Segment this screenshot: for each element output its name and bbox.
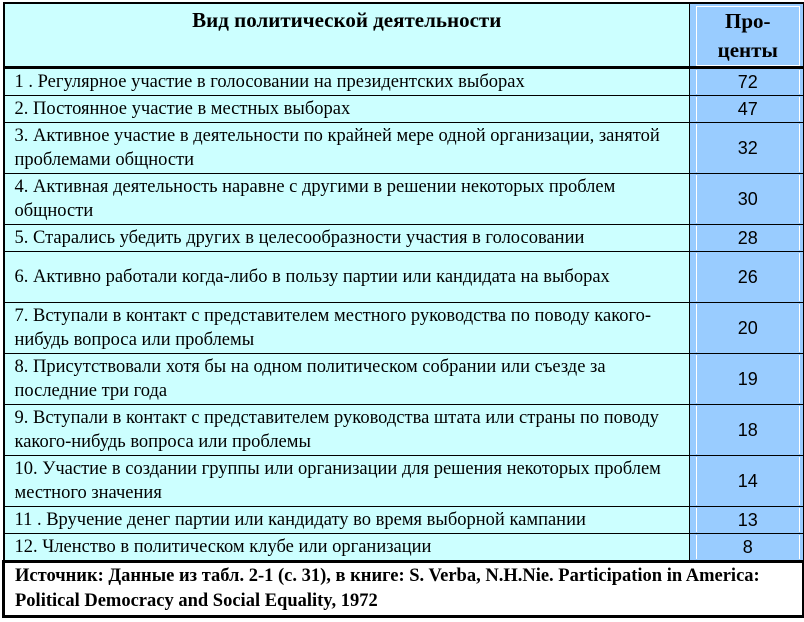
row-percent <box>690 225 804 252</box>
table-header-row <box>4 3 804 68</box>
source-note: Источник: Данные из табл. 2-1 (с. 31), в книге: S. Verba, N.H.Nie. Participation in America: Political Democracy and Social Equality, 1972 <box>4 562 804 617</box>
row-activity: 2. Постоянное участие в местных выборах <box>4 96 690 123</box>
row-activity: 4. Активная деятельность наравне с другими в решении некоторых проблем общности <box>4 174 690 225</box>
row-percent-value: 13 <box>696 508 800 532</box>
row-percent-value: 30 <box>696 175 800 223</box>
row-activity: 8. Присутствовали хотя бы на одном политическом собрании или съезде за последние три года <box>4 354 690 405</box>
row-percent-value: 20 <box>696 304 800 352</box>
row-percent <box>690 123 804 174</box>
header-percent-line1: Про- <box>724 9 771 33</box>
row-activity: 3. Активное участие в деятельности по крайней мере одной организации, занятой проблемами общности <box>4 123 690 174</box>
activity-table <box>2 2 804 618</box>
row-percent <box>690 534 804 562</box>
row-percent <box>690 252 804 303</box>
row-percent <box>690 68 804 96</box>
row-percent <box>690 507 804 534</box>
row-percent-value: 8 <box>696 535 800 559</box>
table-row <box>4 174 804 225</box>
row-percent-value: 32 <box>696 124 800 172</box>
row-percent <box>690 456 804 507</box>
table-row <box>4 303 804 354</box>
table-row <box>4 68 804 96</box>
header-activity: Вид политической деятельности <box>4 3 690 68</box>
header-percent-line2: центы <box>717 38 778 62</box>
header-percent <box>690 3 804 68</box>
row-activity: 7. Вступали в контакт с представителем местного руководства по поводу какого-нибудь вопроса или проблемы <box>4 303 690 354</box>
table-row <box>4 456 804 507</box>
row-percent <box>690 405 804 456</box>
row-percent-value: 47 <box>696 97 800 121</box>
row-percent <box>690 354 804 405</box>
row-percent-value: 72 <box>696 70 800 94</box>
table-row <box>4 534 804 562</box>
row-activity: 9. Вступали в контакт с представителем руководства штата или страны по поводу какого-нибудь вопроса или проблемы <box>4 405 690 456</box>
row-percent-value: 26 <box>696 253 800 301</box>
row-activity: 12. Членство в политическом клубе или организации <box>4 534 690 562</box>
table-row <box>4 507 804 534</box>
row-percent-value: 28 <box>696 226 800 250</box>
row-activity: 6. Активно работали когда-либо в пользу партии или кандидата на выборах <box>4 252 690 303</box>
table-row <box>4 252 804 303</box>
row-percent <box>690 303 804 354</box>
row-percent-value: 14 <box>696 457 800 505</box>
row-activity: 10. Участие в создании группы или организации для решения некоторых проблем местного значения <box>4 456 690 507</box>
source-row <box>4 562 804 617</box>
table-row <box>4 354 804 405</box>
row-percent-value: 19 <box>696 355 800 403</box>
row-percent <box>690 174 804 225</box>
row-activity: 5. Старались убедить других в целесообразности участия в голосовании <box>4 225 690 252</box>
table-row <box>4 225 804 252</box>
table-row <box>4 405 804 456</box>
row-percent <box>690 96 804 123</box>
row-activity: 1 . Регулярное участие в голосовании на президентских выборах <box>4 68 690 96</box>
row-activity: 11 . Вручение денег партии или кандидату во время выборной кампании <box>4 507 690 534</box>
table-row <box>4 123 804 174</box>
row-percent-value: 18 <box>696 406 800 454</box>
table-row <box>4 96 804 123</box>
